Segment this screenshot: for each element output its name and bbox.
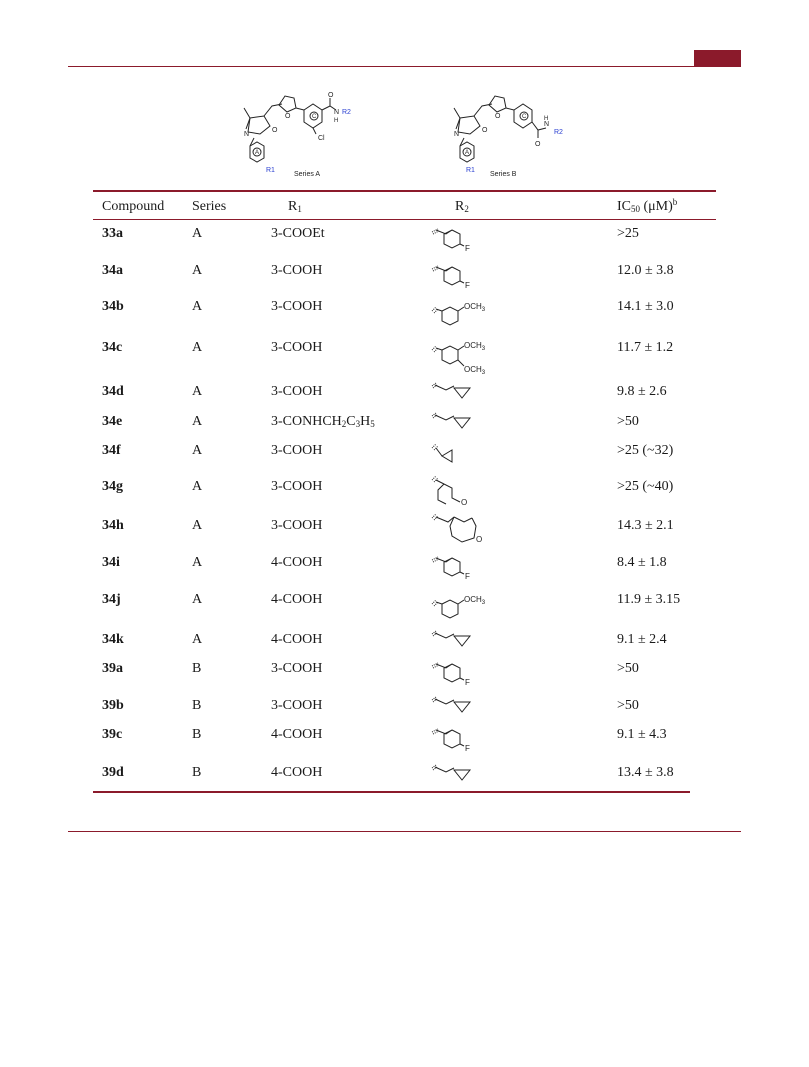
r2-cyclopropylmethyl-structure	[430, 382, 490, 402]
ic50-value: 12.0 ± 3.8	[617, 263, 674, 278]
header-r2: $R_2$	[455, 199, 469, 214]
ic50-value: 11.9 ± 3.15	[617, 592, 681, 607]
scheme-h: H	[334, 118, 339, 124]
r1-value: 3-COOH	[271, 384, 323, 399]
r1-value: 3-COOH	[271, 443, 323, 458]
series-value: A	[192, 384, 203, 399]
fluoro-label: F	[465, 678, 470, 687]
compound-id: 39b	[102, 698, 124, 713]
oxygen-label: O	[476, 535, 483, 544]
ic50-value: 11.7 ± 1.2	[617, 340, 674, 355]
r1-value: 4-COOH	[271, 765, 323, 780]
scheme-b-furan-o: O	[495, 113, 501, 120]
scheme-o: O	[272, 127, 278, 134]
r1-value: 4-COOH	[271, 727, 323, 742]
r2-fluorobenzyl-structure	[430, 660, 490, 690]
compound-id: 39a	[102, 661, 123, 676]
scheme-nh: N	[334, 109, 340, 116]
r1-value: 3-COOH	[271, 479, 323, 494]
header-r1: $R_1$	[288, 199, 302, 214]
series-value: A	[192, 443, 203, 458]
scheme-a-r2: R2	[342, 109, 351, 116]
ic50-value: >25	[617, 226, 639, 241]
r2-methoxyphenyl-structure	[430, 297, 510, 327]
series-value: A	[192, 299, 203, 314]
series-value: A	[192, 632, 203, 647]
compound-id: 39c	[102, 727, 123, 742]
compound-id: 34j	[102, 592, 121, 607]
series-b-labels	[454, 113, 563, 178]
r1-value: 3-COOH	[271, 299, 323, 314]
r1-value: 3-COOEt	[271, 226, 325, 241]
series-value: A	[192, 555, 203, 570]
ring-a-label: A	[255, 150, 260, 156]
series-value: B	[192, 727, 202, 742]
ic50-value: 14.1 ± 3.0	[617, 299, 674, 314]
methoxy-label: $OCH_3$	[464, 341, 486, 352]
r1-value: 3-COOH	[271, 698, 323, 713]
r1-value: 3-COOH	[271, 661, 323, 676]
series-a-labels	[244, 92, 351, 178]
scheme-cl: Cl	[318, 135, 325, 142]
r2-tetrahydropyranyl-structure	[430, 474, 480, 510]
ring-c-label: C	[312, 114, 317, 120]
ic50-value: >50	[617, 661, 639, 676]
series-a-label: Series A	[294, 171, 321, 178]
oxygen-label: O	[461, 498, 468, 507]
r2-fluorobenzyl-structure	[430, 263, 490, 293]
series-b-label: Series B	[490, 171, 517, 178]
scheme-a-r1: R1	[266, 167, 275, 174]
r2-cyclopropylmethyl-structure	[430, 696, 490, 716]
ic50-value: 14.3 ± 2.1	[617, 518, 674, 533]
series-value: B	[192, 698, 202, 713]
r1-value: $3-CONHCH_2C_3H_5$	[271, 414, 375, 429]
r2-cyclopropylmethyl-structure	[430, 630, 490, 650]
scheme-b-n: N	[454, 131, 460, 138]
table-bottom-rule	[93, 791, 690, 793]
compound-id: 34d	[102, 384, 124, 399]
compound-id: 33a	[102, 226, 123, 241]
footer-rule	[68, 831, 741, 832]
ic50-value: >50	[617, 414, 639, 429]
ic50-value: 9.1 ± 4.3	[617, 727, 667, 742]
header-ic50: $IC_{50}$ $(\mu M)^b$	[617, 197, 678, 214]
ring-c-label-b: C	[522, 114, 527, 120]
compound-id: 34h	[102, 518, 124, 533]
r2-methoxyphenyl-structure	[430, 590, 510, 620]
ic50-value: >25 (~32)	[617, 443, 674, 458]
fluoro-label: F	[465, 744, 470, 753]
r2-fluorobenzyl-structure	[430, 726, 490, 756]
r2-fluorobenzyl-structure	[430, 554, 490, 584]
compound-id: 34b	[102, 299, 124, 314]
series-value: A	[192, 518, 203, 533]
series-value: A	[192, 592, 203, 607]
scheme-b-r1: R1	[466, 167, 475, 174]
scheme-carbonyl-o: O	[328, 92, 334, 99]
series-value: A	[192, 226, 203, 241]
header-compound: Compound	[102, 199, 165, 214]
compound-id: 34f	[102, 443, 121, 458]
methoxy-label: $OCH_3$	[464, 365, 486, 376]
compound-id: 34g	[102, 479, 123, 494]
methoxy-label: $OCH_3$	[464, 302, 486, 313]
compound-id: 34e	[102, 414, 123, 429]
header-series: Series	[192, 199, 227, 214]
header-rule	[68, 66, 741, 67]
r1-value: 4-COOH	[271, 555, 323, 570]
ic50-value: >25 (~40)	[617, 479, 674, 494]
r1-value: 4-COOH	[271, 592, 323, 607]
ring-a-label-b: A	[465, 150, 470, 156]
r2-dimethoxyphenyl-structure	[430, 336, 510, 376]
scheme-n: N	[244, 131, 250, 138]
r2-tetrahydropyranylmethyl-structure	[430, 512, 500, 546]
r2-fluorobenzyl-structure	[430, 226, 490, 256]
methoxy-label: $OCH_3$	[464, 595, 486, 606]
series-schemes	[230, 92, 590, 184]
ic50-value: 8.4 ± 1.8	[617, 555, 667, 570]
series-value: A	[192, 479, 203, 494]
ic50-value: 13.4 ± 3.8	[617, 765, 674, 780]
fluoro-label: F	[465, 572, 470, 581]
scheme-b-o: O	[482, 127, 488, 134]
ic50-value: 9.1 ± 2.4	[617, 632, 667, 647]
header-tab	[694, 50, 741, 66]
r1-value: 3-COOH	[271, 518, 323, 533]
ic50-value: >50	[617, 698, 639, 713]
scheme-b-carbonyl-o: O	[535, 141, 541, 148]
r1-value: 3-COOH	[271, 263, 323, 278]
series-value: A	[192, 340, 203, 355]
series-value: B	[192, 765, 202, 780]
r1-value: 3-COOH	[271, 340, 323, 355]
scheme-b-nh: N	[544, 121, 550, 128]
series-value: A	[192, 414, 203, 429]
table-top-rule	[93, 190, 716, 192]
compound-id: 39d	[102, 765, 124, 780]
table-header-rule	[93, 219, 716, 220]
compound-id: 34i	[102, 555, 120, 570]
series-value: B	[192, 661, 202, 676]
r1-value: 4-COOH	[271, 632, 323, 647]
ic50-value: 9.8 ± 2.6	[617, 384, 667, 399]
fluoro-label: F	[465, 244, 470, 253]
scheme-b-r2: R2	[554, 129, 563, 136]
scheme-b-h: H	[544, 116, 549, 122]
scheme-furan-o: O	[285, 113, 291, 120]
r2-cyclopropylmethyl-structure	[430, 412, 490, 432]
series-value: A	[192, 263, 203, 278]
fluoro-label: F	[465, 281, 470, 290]
r2-cyclopropylmethyl-structure	[430, 764, 490, 784]
compound-id: 34k	[102, 632, 124, 647]
compound-id: 34a	[102, 263, 123, 278]
r2-cyclopropyl-structure	[430, 440, 470, 468]
compound-id: 34c	[102, 340, 123, 355]
